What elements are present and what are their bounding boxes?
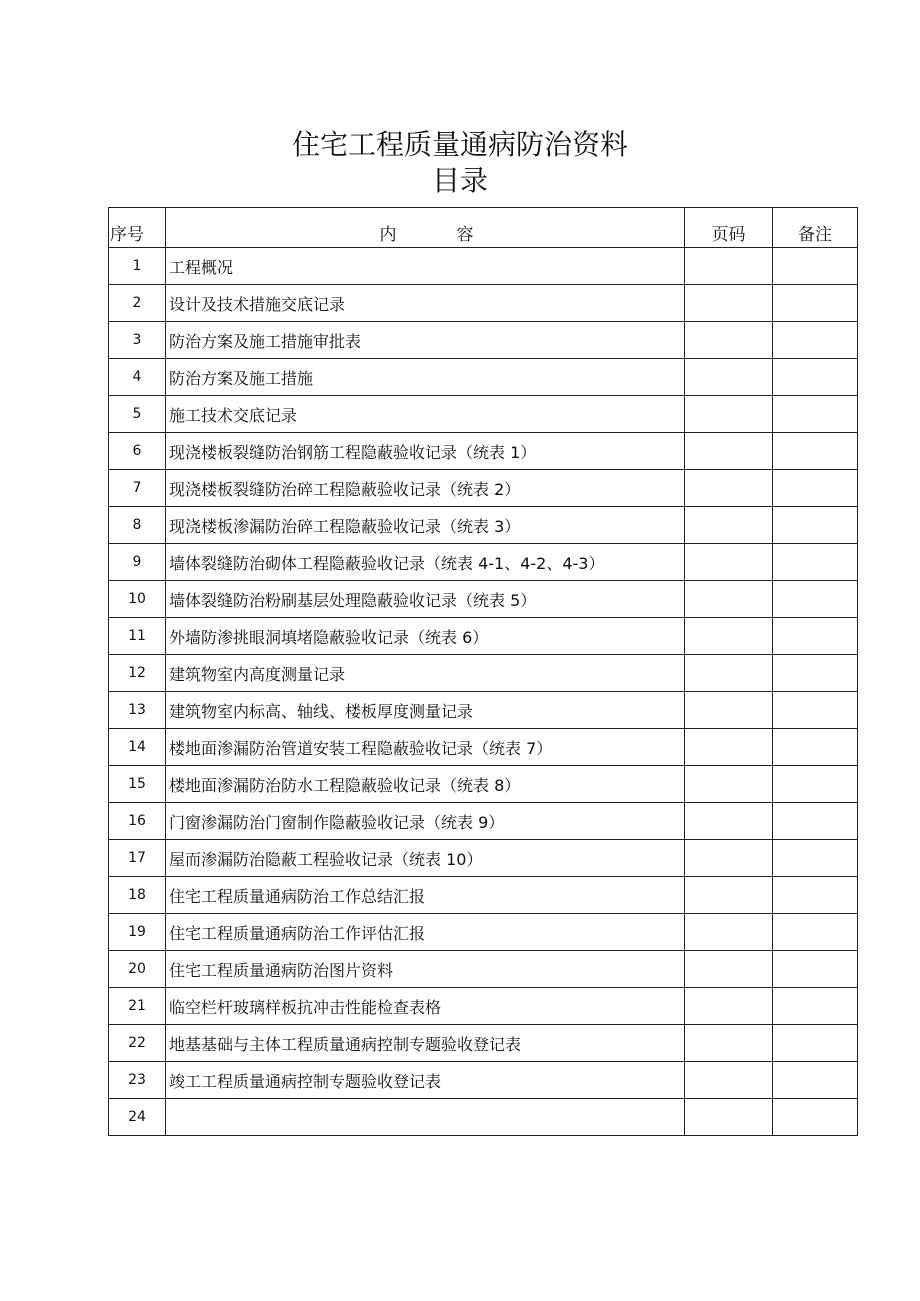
row-no: 12 xyxy=(109,655,166,692)
row-note xyxy=(773,1062,858,1099)
table-row xyxy=(109,433,858,470)
table-row xyxy=(109,359,858,396)
row-page xyxy=(685,618,773,655)
table-row xyxy=(109,285,858,322)
row-page xyxy=(685,433,773,470)
row-note xyxy=(773,914,858,951)
row-note xyxy=(773,618,858,655)
row-no: 22 xyxy=(109,1025,166,1062)
row-content: 住宅工程质量通病防治图片资料 xyxy=(166,951,685,988)
document-subtitle: 目录 xyxy=(431,164,488,197)
table-row xyxy=(109,729,858,766)
row-page xyxy=(685,914,773,951)
row-note xyxy=(773,396,858,433)
row-page xyxy=(685,766,773,803)
row-note xyxy=(773,359,858,396)
row-page xyxy=(685,507,773,544)
row-content: 防治方案及施工措施 xyxy=(166,359,685,396)
row-page xyxy=(685,396,773,433)
row-page xyxy=(685,470,773,507)
row-content xyxy=(166,1099,685,1136)
row-content: 楼地面渗漏防治管道安装工程隐蔽验收记录（统表 7） xyxy=(166,729,685,766)
table-row xyxy=(109,396,858,433)
row-note xyxy=(773,692,858,729)
table-row xyxy=(109,988,858,1025)
row-note xyxy=(773,1025,858,1062)
row-note xyxy=(773,840,858,877)
row-note xyxy=(773,766,858,803)
row-page xyxy=(685,1025,773,1062)
row-page xyxy=(685,322,773,359)
row-no: 23 xyxy=(109,1062,166,1099)
row-no: 1 xyxy=(109,248,166,285)
header-content-char-1: 内 xyxy=(379,225,397,245)
header-content-char-2: 容 xyxy=(456,225,474,245)
row-no: 17 xyxy=(109,840,166,877)
row-content: 建筑物室内标高、轴线、楼板厚度测量记录 xyxy=(166,692,685,729)
row-note xyxy=(773,803,858,840)
row-note xyxy=(773,248,858,285)
table-row xyxy=(109,544,858,581)
row-content: 建筑物室内高度测量记录 xyxy=(166,655,685,692)
row-no: 4 xyxy=(109,359,166,396)
row-page xyxy=(685,1062,773,1099)
table-row xyxy=(109,803,858,840)
row-no: 6 xyxy=(109,433,166,470)
row-no: 24 xyxy=(109,1099,166,1136)
table-row xyxy=(109,655,858,692)
row-no: 11 xyxy=(109,618,166,655)
row-note xyxy=(773,470,858,507)
row-page xyxy=(685,951,773,988)
row-content: 防治方案及施工措施审批表 xyxy=(166,322,685,359)
row-note xyxy=(773,1099,858,1136)
table-row xyxy=(109,1062,858,1099)
row-content: 竣工工程质量通病控制专题验收登记表 xyxy=(166,1062,685,1099)
row-page xyxy=(685,988,773,1025)
table-row xyxy=(109,248,858,285)
table-row xyxy=(109,470,858,507)
row-note xyxy=(773,433,858,470)
row-page xyxy=(685,729,773,766)
row-note xyxy=(773,285,858,322)
row-note xyxy=(773,988,858,1025)
row-no: 2 xyxy=(109,285,166,322)
row-content: 住宅工程质量通病防治工作总结汇报 xyxy=(166,877,685,914)
row-page xyxy=(685,248,773,285)
row-page xyxy=(685,285,773,322)
document-title: 住宅工程质量通病防治资料 xyxy=(291,128,628,161)
row-no: 9 xyxy=(109,544,166,581)
row-no: 8 xyxy=(109,507,166,544)
table-row xyxy=(109,1099,858,1136)
table-row xyxy=(109,1025,858,1062)
row-no: 20 xyxy=(109,951,166,988)
row-content: 地基基础与主体工程质量通病控制专题验收登记表 xyxy=(166,1025,685,1062)
row-content: 现浇楼板裂缝防治钢筋工程隐蔽验收记录（统表 1） xyxy=(166,433,685,470)
table-row xyxy=(109,507,858,544)
row-no: 18 xyxy=(109,877,166,914)
header-content xyxy=(166,208,685,248)
row-page xyxy=(685,655,773,692)
row-content: 楼地面渗漏防治防水工程隐蔽验收记录（统表 8） xyxy=(166,766,685,803)
row-note xyxy=(773,951,858,988)
row-no: 15 xyxy=(109,766,166,803)
row-page xyxy=(685,840,773,877)
row-page xyxy=(685,877,773,914)
header-page: 页码 xyxy=(685,208,773,248)
row-note xyxy=(773,655,858,692)
row-content: 临空栏杆玻璃样板抗冲击性能检查表格 xyxy=(166,988,685,1025)
row-no: 13 xyxy=(109,692,166,729)
row-content: 施工技术交底记录 xyxy=(166,396,685,433)
row-no: 5 xyxy=(109,396,166,433)
row-page xyxy=(685,803,773,840)
row-content: 门窗渗漏防治门窗制作隐蔽验收记录（统表 9） xyxy=(166,803,685,840)
table-row xyxy=(109,877,858,914)
row-content: 墙体裂缝防治粉刷基层处理隐蔽验收记录（统表 5） xyxy=(166,581,685,618)
row-content: 工程概况 xyxy=(166,248,685,285)
row-page xyxy=(685,359,773,396)
row-no: 19 xyxy=(109,914,166,951)
row-no: 7 xyxy=(109,470,166,507)
row-page xyxy=(685,1099,773,1136)
row-no: 3 xyxy=(109,322,166,359)
table-row xyxy=(109,692,858,729)
row-note xyxy=(773,322,858,359)
table-row xyxy=(109,766,858,803)
row-content: 现浇楼板渗漏防治碎工程隐蔽验收记录（统表 3） xyxy=(166,507,685,544)
row-content: 外墙防渗挑眼洞填堵隐蔽验收记录（统表 6） xyxy=(166,618,685,655)
row-content: 现浇楼板裂缝防治碎工程隐蔽验收记录（统表 2） xyxy=(166,470,685,507)
row-no: 14 xyxy=(109,729,166,766)
row-no: 21 xyxy=(109,988,166,1025)
row-note xyxy=(773,877,858,914)
table-row xyxy=(109,951,858,988)
contents-table xyxy=(108,207,858,1136)
table-row xyxy=(109,914,858,951)
row-content: 屋而渗漏防治隐蔽工程验收记录（统表 10） xyxy=(166,840,685,877)
table-header-row xyxy=(109,208,858,248)
table-row xyxy=(109,618,858,655)
row-page xyxy=(685,692,773,729)
row-note xyxy=(773,581,858,618)
row-no: 16 xyxy=(109,803,166,840)
row-note xyxy=(773,729,858,766)
row-page xyxy=(685,544,773,581)
table-row xyxy=(109,840,858,877)
row-content: 设计及技术措施交底记录 xyxy=(166,285,685,322)
row-page xyxy=(685,581,773,618)
table-row xyxy=(109,581,858,618)
row-content: 住宅工程质量通病防治工作评估汇报 xyxy=(166,914,685,951)
header-note: 备注 xyxy=(773,208,858,248)
row-content: 墙体裂缝防治砌体工程隐蔽验收记录（统表 4-1、4-2、4-3） xyxy=(166,544,685,581)
row-note xyxy=(773,507,858,544)
row-note xyxy=(773,544,858,581)
row-no: 10 xyxy=(109,581,166,618)
table-row xyxy=(109,322,858,359)
header-no: 序号 xyxy=(109,208,166,248)
